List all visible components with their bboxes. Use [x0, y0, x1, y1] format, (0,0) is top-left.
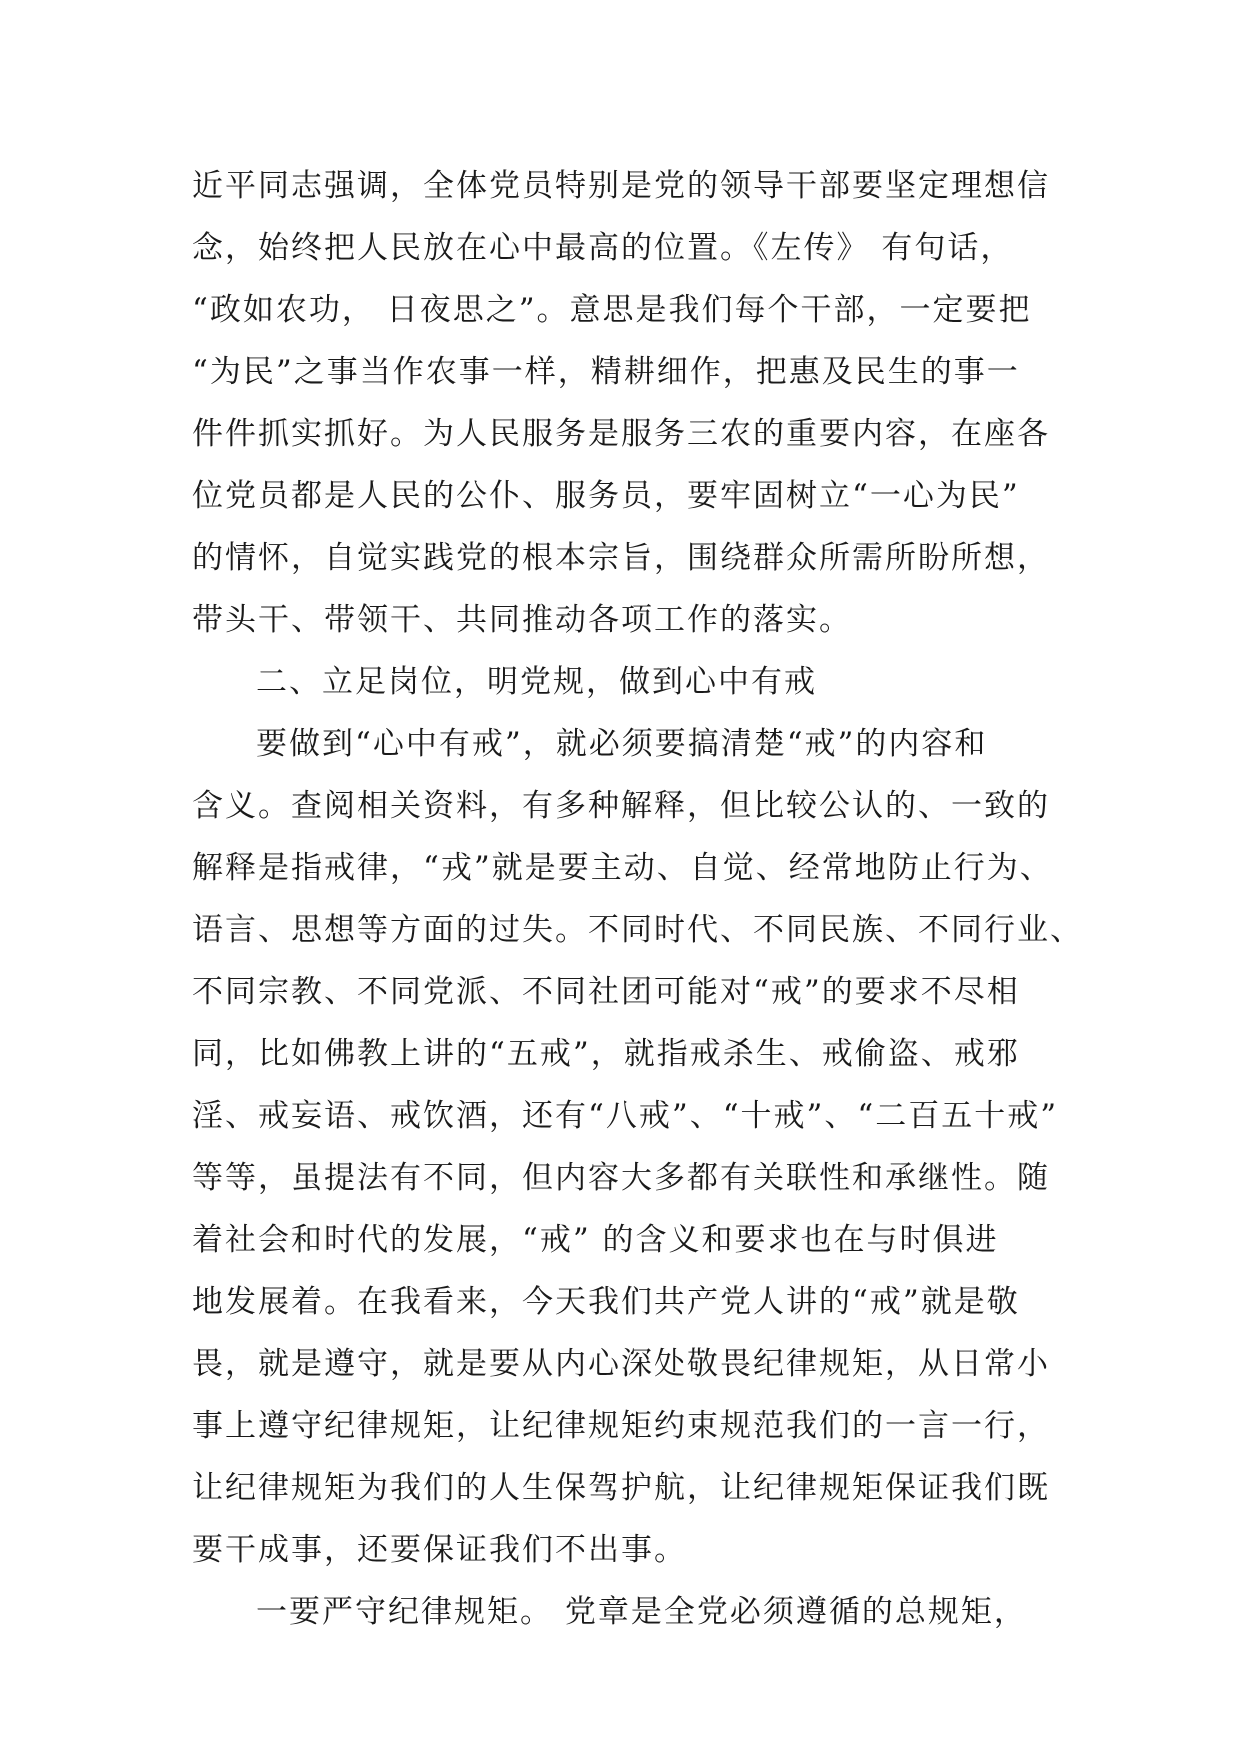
text-line: 解释是指戒律，“戎”就是要主动、自觉、经常地防止行为、	[192, 850, 1053, 886]
section-heading: 二、立足岗位，明党规，做到心中有戒	[256, 664, 817, 700]
text-line: 事上遵守纪律规矩，让纪律规矩约束规范我们的一言一行，	[192, 1408, 1050, 1444]
text-line: 带头干、带领干、共同推动各项工作的落实。	[192, 602, 852, 638]
text-line: 近平同志强调，全体党员特别是党的领导干部要坚定理想信	[192, 168, 1050, 204]
text-line: 地发展着。在我看来，今天我们共产党人讲的“戒”就是敬	[192, 1284, 1020, 1320]
text-line: 的情怀，自觉实践党的根本宗旨，围绕群众所需所盼所想，	[192, 540, 1050, 576]
paragraph-first-line: 一要严守纪律规矩。 党章是全党必须遵循的总规矩，	[256, 1594, 1027, 1630]
text-line: 位党员都是人民的公仆、服务员，要牢固树立“一心为民”	[192, 478, 1020, 514]
text-line: 要干成事，还要保证我们不出事。	[192, 1532, 687, 1568]
text-line: 淫、戒妄语、戒饮酒，还有“八戒”、“十戒”、“二百五十戒”	[192, 1098, 1059, 1134]
text-line: “政如农功， 日夜思之”。意思是我们每个干部，一定要把	[192, 292, 1032, 328]
body-text	[192, 155, 1083, 1643]
text-line: 件件抓实抓好。为人民服务是服务三农的重要内容，在座各	[192, 416, 1050, 452]
paragraph-first-line: 要做到“心中有戒”，就必须要搞清楚“戒”的内容和	[256, 726, 988, 762]
text-line: 让纪律规矩为我们的人生保驾护航，让纪律规矩保证我们既	[192, 1470, 1050, 1506]
text-line: 畏，就是遵守，就是要从内心深处敬畏纪律规矩，从日常小	[192, 1346, 1050, 1382]
text-line: 语言、思想等方面的过失。不同时代、不同民族、不同行业、	[192, 912, 1083, 948]
text-line: 着社会和时代的发展，“戒” 的含义和要求也在与时俱进	[192, 1222, 999, 1258]
text-line: 含义。查阅相关资料，有多种解释，但比较公认的、一致的	[192, 788, 1050, 824]
text-line: 同，比如佛教上讲的“五戒”，就指戒杀生、戒偷盗、戒邪	[192, 1036, 1020, 1072]
text-line: 不同宗教、不同党派、不同社团可能对“戒”的要求不尽相	[192, 974, 1020, 1010]
text-line: 念，始终把人民放在心中最高的位置。《左传》 有句话，	[192, 230, 1014, 266]
text-line: “为民”之事当作农事一样，精耕细作，把惠及民生的事一	[192, 354, 1020, 390]
text-line: 等等，虽提法有不同，但内容大多都有关联性和承继性。随	[192, 1160, 1050, 1196]
